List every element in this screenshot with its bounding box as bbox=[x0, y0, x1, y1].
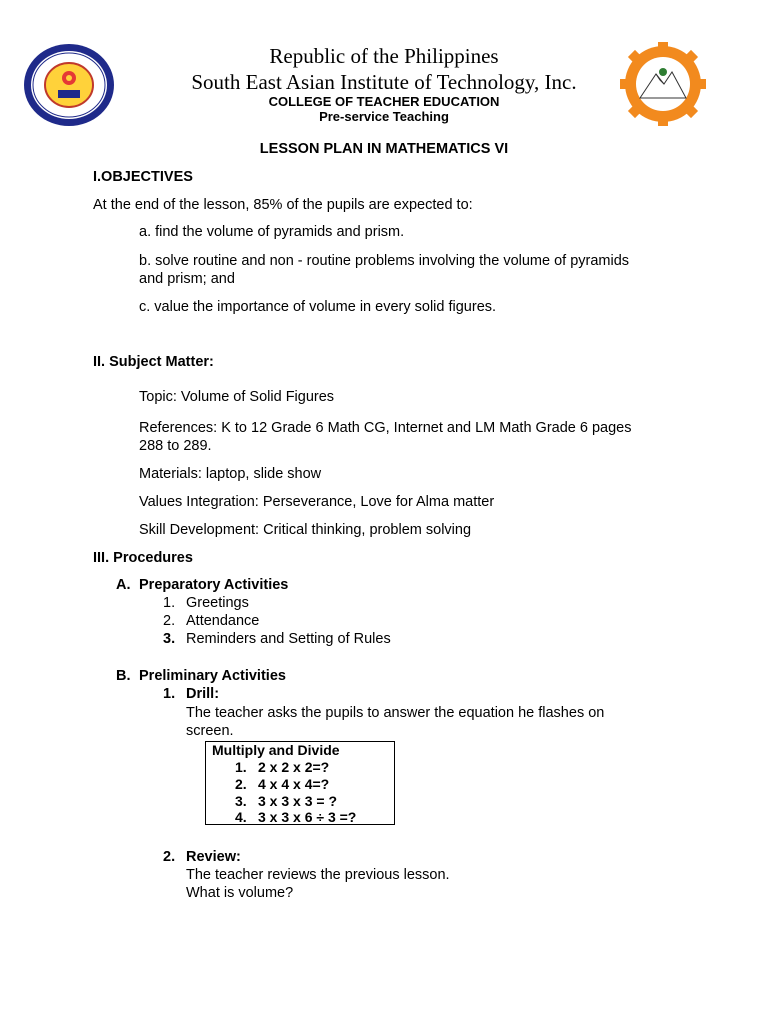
subject-skill: Skill Development: Critical thinking, problem solving bbox=[139, 522, 472, 538]
subject-heading: II. Subject Matter: bbox=[93, 354, 214, 370]
subject-materials: Materials: laptop, slide show bbox=[139, 466, 322, 482]
drill-text-line2: screen. bbox=[186, 723, 234, 739]
header-republic: Republic of the Philippines bbox=[269, 44, 499, 68]
subject-references-line1: References: K to 12 Grade 6 Math CG, Internet and LM Math Grade 6 pages bbox=[139, 420, 632, 436]
header-institute: South East Asian Institute of Technology, Inc. bbox=[191, 70, 577, 94]
page-title: LESSON PLAN IN MATHEMATICS VI bbox=[259, 141, 509, 157]
review-text-line2: What is volume? bbox=[186, 885, 294, 901]
drill-number: 1. bbox=[163, 686, 176, 702]
subject-topic: Topic: Volume of Solid Figures bbox=[139, 389, 335, 405]
drill-box-title: Multiply and Divide bbox=[212, 742, 340, 758]
list-item-number: 2. bbox=[163, 613, 176, 629]
objectives-heading: I.OBJECTIVES bbox=[93, 169, 193, 185]
objective-c: c. value the importance of volume in every solid figures. bbox=[139, 299, 497, 315]
section-b-letter: B. bbox=[116, 668, 131, 684]
drill-title: Drill: bbox=[186, 686, 220, 702]
objective-a: a. find the volume of pyramids and prism. bbox=[139, 224, 405, 240]
drill-item-number: 1. bbox=[235, 759, 247, 775]
header-college: COLLEGE OF TEACHER EDUCATION bbox=[268, 94, 500, 109]
objective-b-line2: and prism; and bbox=[139, 271, 235, 287]
header-program: Pre-service Teaching bbox=[319, 109, 449, 124]
drill-item-number: 4. bbox=[235, 809, 247, 825]
review-title: Review: bbox=[186, 849, 241, 865]
subject-references-line2: 288 to 289. bbox=[139, 438, 212, 454]
list-item-number: 1. bbox=[163, 595, 176, 611]
drill-item: 3 x 3 x 3 = ? bbox=[258, 793, 337, 809]
objectives-intro: At the end of the lesson, 85% of the pupils are expected to: bbox=[93, 197, 473, 213]
review-text-line1: The teacher reviews the previous lesson. bbox=[186, 867, 450, 883]
drill-text-line1: The teacher asks the pupils to answer the equation he flashes on bbox=[186, 705, 605, 721]
drill-item-number: 3. bbox=[235, 793, 247, 809]
list-item: Reminders and Setting of Rules bbox=[186, 631, 391, 647]
drill-item: 3 x 3 x 6 ÷ 3 =? bbox=[258, 809, 357, 825]
list-item: Attendance bbox=[186, 613, 260, 629]
subject-values: Values Integration: Perseverance, Love for Alma matter bbox=[139, 494, 495, 510]
drill-item: 4 x 4 x 4=? bbox=[258, 776, 330, 792]
list-item: Greetings bbox=[186, 595, 249, 611]
drill-item: 2 x 2 x 2=? bbox=[258, 759, 330, 775]
procedures-heading: III. Procedures bbox=[93, 550, 193, 566]
objective-b-line1: b. solve routine and non - routine problems involving the volume of pyramids bbox=[139, 253, 630, 269]
drill-item-number: 2. bbox=[235, 776, 247, 792]
section-a-letter: A. bbox=[116, 577, 131, 593]
section-a-title: Preparatory Activities bbox=[139, 577, 289, 593]
review-number: 2. bbox=[163, 849, 176, 865]
section-b-title: Preliminary Activities bbox=[139, 668, 286, 684]
list-item-number: 3. bbox=[163, 631, 176, 647]
